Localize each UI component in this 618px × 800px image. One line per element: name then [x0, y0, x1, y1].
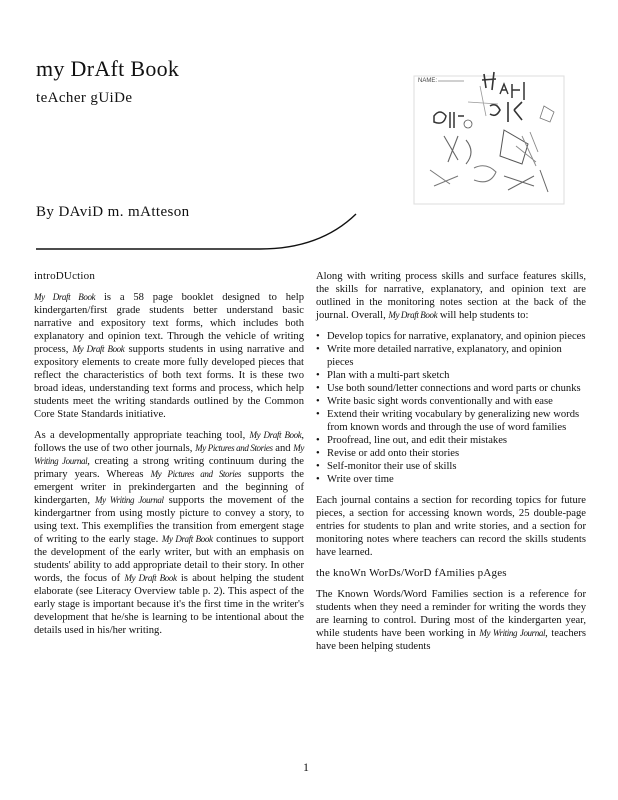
text-run: , follows the use of two other journals, — [34, 430, 304, 454]
header-divider-curve — [0, 200, 618, 260]
list-item: • Write over time — [316, 473, 586, 486]
list-item: • Write basic sight words conventionally and with ease — [316, 395, 586, 408]
skills-list — [316, 330, 586, 486]
section-heading-known-words: the knoWn WorDs/WorD fAmilies pAges — [316, 567, 507, 579]
text-run: The Known Words/Word Families section is a reference for students when they need a reminder for writing the words they are learning to control. During most of the kindergarten year, while students have been working in — [316, 589, 586, 639]
right-column — [316, 270, 586, 661]
list-item: • Write more detailed narrative, explanatory, and opinion pieces — [316, 343, 586, 369]
skills-intro-paragraph — [316, 270, 586, 322]
title-reference: My Draft Book — [161, 534, 213, 544]
cover-name-label: NAME: — [418, 78, 438, 84]
title-reference: My Draft Book — [388, 310, 438, 320]
list-item: • Extend their writing vocabulary by generalizing new words from known words and through the use of word families — [316, 408, 586, 434]
list-item: • Self-monitor their use of skills — [316, 460, 586, 473]
title-reference: My Draft Book — [72, 344, 125, 354]
text-run: is a 58 page booklet designed to help kindergarten/first grade students better understand basic narrative and expository text forms, which includes both explanatory and opinion text. Through the vehicle of writing process, — [34, 292, 304, 355]
known-words-paragraph — [316, 588, 586, 653]
title-reference: My Draft Book — [124, 573, 177, 583]
title-reference: My Writing Journal — [95, 495, 164, 505]
list-item: • Develop topics for narrative, explanatory, and opinion pieces — [316, 330, 586, 343]
text-run: supports the movement of the kindergartner from using mostly picture to convey a story, to using text. This exemplifies the transition from emergent stage of writing to the early stage. — [34, 495, 305, 545]
list-item: • Revise or add onto their stories — [316, 447, 586, 460]
title-reference: My Draft Book — [249, 430, 302, 440]
document-subtitle: teAcher gUiDe — [36, 90, 133, 106]
text-run: will help students to: — [437, 310, 529, 321]
list-item: • Proofread, line out, and edit their mistakes — [316, 434, 586, 447]
list-item: • Use both sound/letter connections and word parts or chunks — [316, 382, 586, 395]
text-run: supports the emergent writer in prekindergarten and the beginning of kindergarten, — [34, 469, 304, 506]
intro-paragraph-1 — [34, 291, 304, 421]
document-title: my DrAft Book — [36, 56, 180, 81]
title-reference: My Writing Journal — [479, 628, 546, 638]
intro-paragraph-2 — [34, 429, 304, 637]
section-heading-introduction: introDUction — [34, 270, 96, 282]
title-reference: My Draft Book — [34, 292, 96, 302]
title-reference: My Pictures and Stories — [150, 469, 242, 479]
author-byline: By DAviD m. mAtteson — [36, 204, 190, 220]
text-run: Along with writing process skills and surface features skills, the skills for narrative, explanatory, and opinion text are outlined in the monitoring notes section at the back of the journal. Overall, — [316, 271, 586, 321]
text-run: supports students in using narrative and expository elements to create more fully developed pieces that reflect the characteristics of both text forms. It is these two broad ideas, understanding text forms and process, which help students meet the writing standards outlined by the Common Core State Standards initiative. — [34, 344, 304, 420]
list-item: • Plan with a multi-part sketch — [316, 369, 586, 382]
title-reference: My Writing Journal — [34, 443, 304, 466]
left-column — [34, 270, 304, 645]
text-run: is about helping the student elaborate (see Literacy Overview table p. 2). This aspect of the early stage is important because it's the first time in the writer's development that he/she is learning to be intentional about the details used in his/her writing. — [34, 573, 304, 636]
text-run: , teachers have been helping students — [316, 628, 587, 652]
text-run: As a developmentally appropriate teaching tool, — [34, 430, 250, 441]
journal-sections-paragraph: Each journal contains a section for recording topics for future pieces, a section for accessing known words, 25 double-page entries for students to plan and write stories, and a section for monitoring notes where teachers can record the skills students have learned. — [316, 495, 586, 558]
cover-thumbnail-image — [404, 66, 574, 216]
title-reference: My Pictures and Stories — [195, 443, 273, 453]
text-run: and — [272, 443, 294, 454]
text-run: , creating a strong writing continuum during the primary years. Whereas — [34, 456, 304, 480]
page-number: 1 — [303, 760, 309, 774]
text-run: continues to support the development of the early writer, but with an emphasis on students' ability to add appropriate detail to their story. In other words, the focus of — [34, 534, 304, 584]
